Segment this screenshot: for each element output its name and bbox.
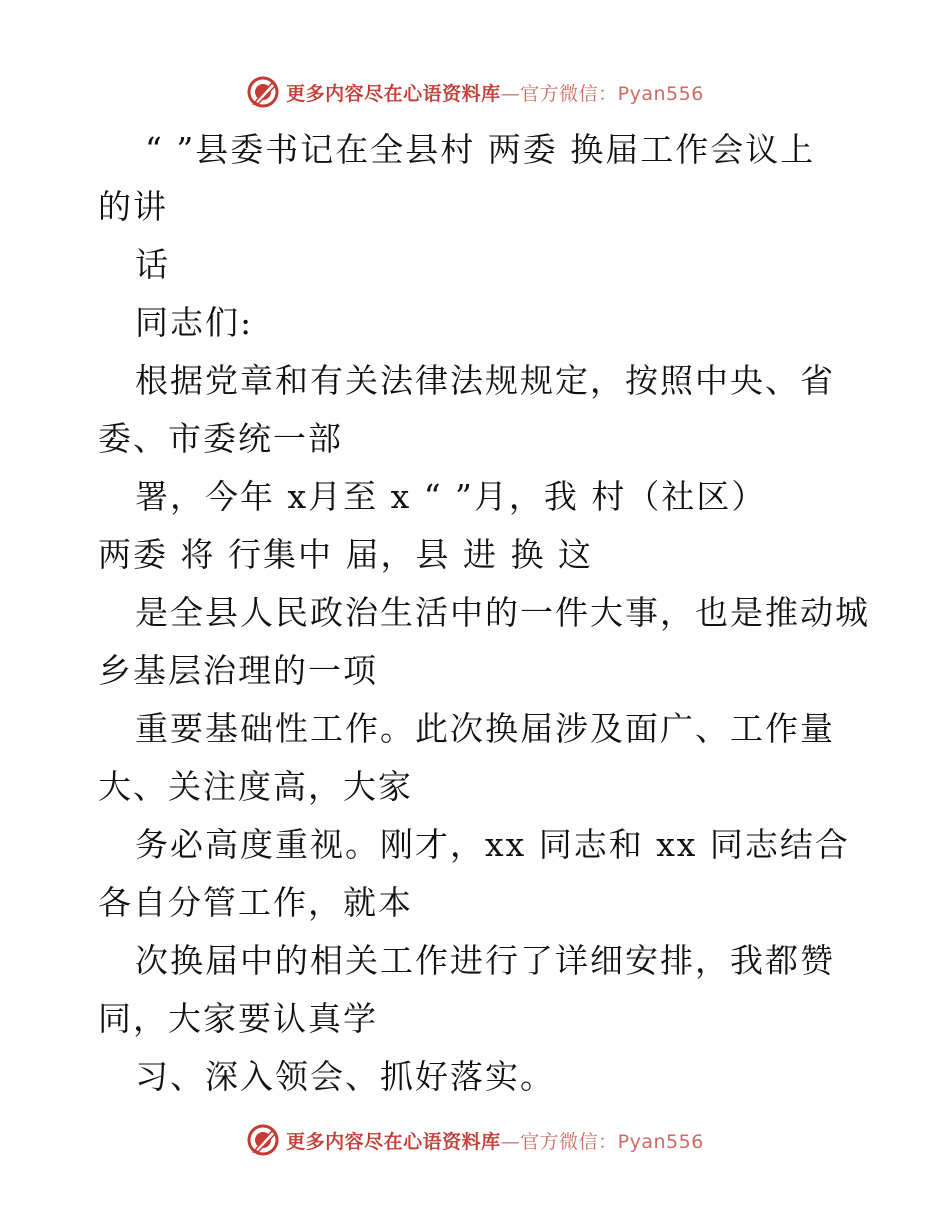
paragraph-line: 习、深入领会、抓好落实。 xyxy=(135,1057,555,1096)
watermark-main-text: 更多内容尽在心语资料库 xyxy=(286,82,501,105)
paragraph-line: 务必高度重视。刚才，xx 同志和 xx 同志结合 xyxy=(135,825,850,864)
salutation: 同志们: xyxy=(135,303,254,342)
paragraph-line: 委、市委统一部 xyxy=(98,419,343,458)
paragraph-line: 各自分管工作，就本 xyxy=(98,883,413,922)
footer-watermark xyxy=(0,1118,950,1162)
title-line-3: 话 xyxy=(135,245,170,284)
paragraph-line: 次换届中的相关工作进行了详细安排，我都赞 xyxy=(135,941,835,980)
paragraph-line: 署，今年 x月至 x “ ”月，我 村（社区） xyxy=(135,477,767,516)
paragraph-line: 根据党章和有关法律法规规定，按照中央、省 xyxy=(135,361,835,400)
watermark-main-text: 更多内容尽在心语资料库 xyxy=(286,1130,501,1153)
title-line-2: 的讲 xyxy=(98,187,168,226)
pen-logo-icon xyxy=(246,1123,280,1157)
watermark-sub-text: 官方微信：Pyan556 xyxy=(520,1130,704,1153)
paragraph-line: 同，大家要认真学 xyxy=(98,999,378,1038)
paragraph-line: 两委 将 行集中 届，县 进 换 这 xyxy=(98,535,593,574)
watermark-dash: — xyxy=(500,1130,521,1153)
paragraph-line: 是全县人民政治生活中的一件大事，也是推动城 xyxy=(135,593,870,632)
paragraph-line: 乡基层治理的一项 xyxy=(98,651,378,690)
watermark-dash: — xyxy=(500,82,521,105)
paragraph-line: 大、关注度高，大家 xyxy=(98,767,413,806)
watermark-sub-text: 官方微信：Pyan556 xyxy=(520,82,704,105)
paragraph-line: 重要基础性工作。此次换届涉及面广、工作量 xyxy=(135,709,835,748)
title-line-1: “ ”县委书记在全县村 两委 换届工作会议上 xyxy=(145,130,816,169)
